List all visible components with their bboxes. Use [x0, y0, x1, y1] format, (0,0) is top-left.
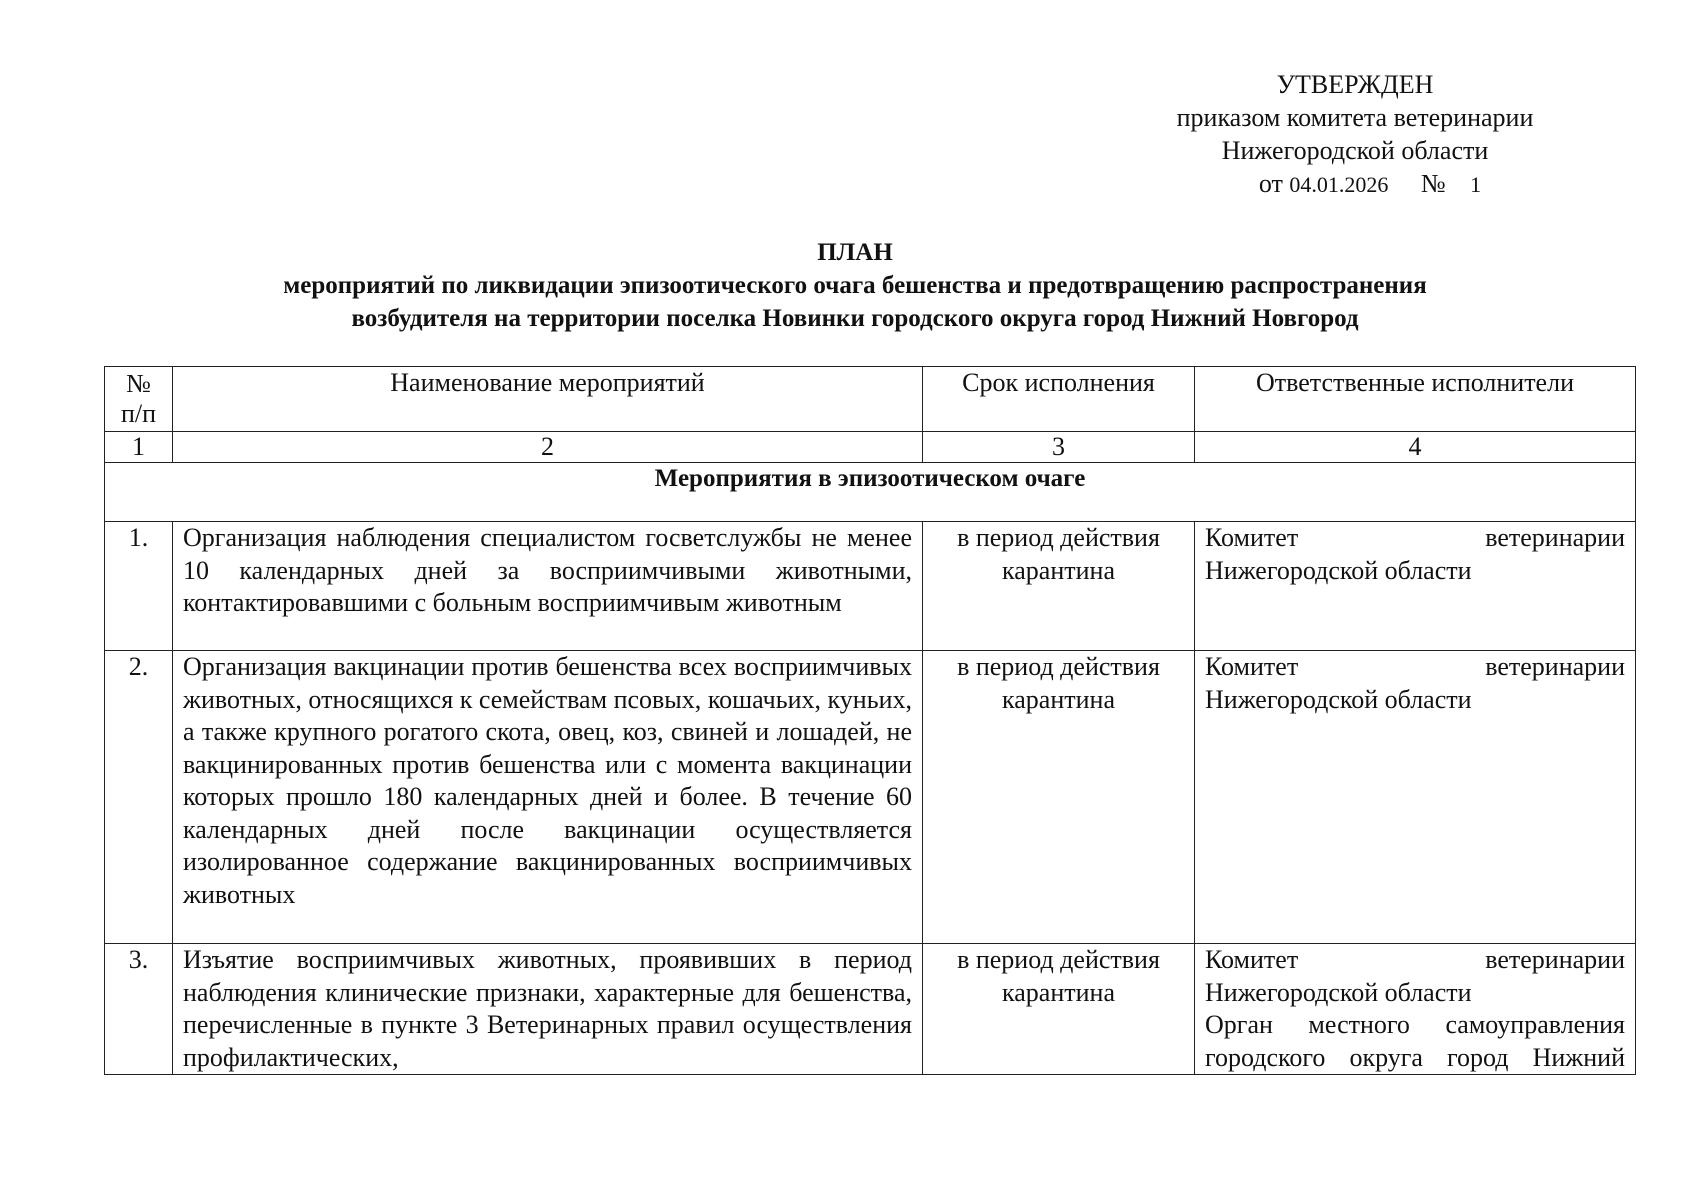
executor-word: Комитет [1205, 523, 1299, 552]
approval-title: УТВЕРЖДЕН [1276, 70, 1434, 99]
column-index: 2 [173, 432, 923, 463]
executor-line: Нижегородской области [1205, 684, 1472, 714]
approval-block [1150, 68, 1560, 201]
executor-word: Комитет [1205, 945, 1299, 974]
column-index: 1 [105, 432, 173, 463]
approval-region: Нижегородской области [1221, 136, 1489, 165]
row-activity: Организация вакцинации против бешенства всех восприимчивых животных, относящихся к семействам псовых, кошачьих, куньих, а также крупного рогатого скота, овец, коз, свиней и лошадей, не вакцинированных против бешенства или с момента вакцинации которых прошло 180 календарных дней и более. В течение 60 календарных дней после вакцинации осуществляется изолированное содержание вакцинированных восприимчивых животных [173, 651, 923, 944]
row-term: в период действия карантина [923, 944, 1195, 1075]
row-term: в период действия карантина [923, 651, 1195, 944]
date-prefix: от [1258, 169, 1283, 198]
header-executors: Ответственные исполнители [1195, 367, 1636, 432]
row-activity: Организация наблюдения специалистом госветслужбы не менее 10 календарных дней за восприимчивыми животными, контактировавшими с больным восприимчивым животным [173, 522, 923, 651]
row-executors [1195, 651, 1636, 944]
section-row [105, 463, 1636, 522]
row-term: в период действия карантина [923, 522, 1195, 651]
row-number: 1. [105, 522, 173, 651]
header-num [105, 367, 173, 432]
executor-line: Нижегородской области [1205, 555, 1472, 585]
table-row [105, 944, 1636, 1075]
row-number: 2. [105, 651, 173, 944]
column-index: 4 [1195, 432, 1636, 463]
executor-line [1205, 944, 1625, 977]
number-sign: № [1420, 169, 1446, 198]
executor-line: Нижегородской области [1205, 977, 1472, 1007]
row-executors [1195, 522, 1636, 651]
executor-word: ветеринарии [1485, 523, 1625, 552]
row-number: 3. [105, 944, 173, 1075]
executor-word: ветеринарии [1485, 945, 1625, 974]
executor-line: Орган местного самоуправления городского округа город Нижний [1205, 1010, 1625, 1072]
approval-number: 1 [1470, 172, 1482, 197]
executor-word: Комитет [1205, 652, 1299, 681]
approval-order: приказом комитета ветеринарии [1176, 103, 1534, 132]
header-num-pp: п/п [120, 399, 157, 428]
document-heading [100, 236, 1610, 335]
plan-subtitle-line2: возбудителя на территории поселка Новинки городского округа город Нижний Новгород [351, 305, 1359, 332]
plan-title: ПЛАН [817, 239, 893, 266]
column-index-row [105, 432, 1636, 463]
table-header-row [105, 367, 1636, 432]
table-row [105, 522, 1636, 651]
executor-word: ветеринарии [1485, 652, 1625, 681]
header-num-sign: № [126, 369, 151, 398]
executor-line [1205, 522, 1625, 555]
row-activity: Изъятие восприимчивых животных, проявивших в период наблюдения клинические признаки, характерные для бешенства, перечисленные в пункте 3 Ветеринарных правил осуществления профилактических, [173, 944, 923, 1075]
column-index: 3 [923, 432, 1195, 463]
row-executors [1195, 944, 1636, 1075]
approval-date: 04.01.2026 [1289, 172, 1389, 197]
plan-subtitle-line1: мероприятий по ликвидации эпизоотического очага бешенства и предотвращению распространения [283, 272, 1427, 299]
header-name: Наименование мероприятий [173, 367, 923, 432]
table-row [105, 651, 1636, 944]
approval-date-line [1150, 167, 1560, 201]
section-title: Мероприятия в эпизоотическом очаге [105, 463, 1636, 522]
executor-line [1205, 651, 1625, 684]
plan-table [104, 366, 1636, 1075]
header-term: Срок исполнения [923, 367, 1195, 432]
